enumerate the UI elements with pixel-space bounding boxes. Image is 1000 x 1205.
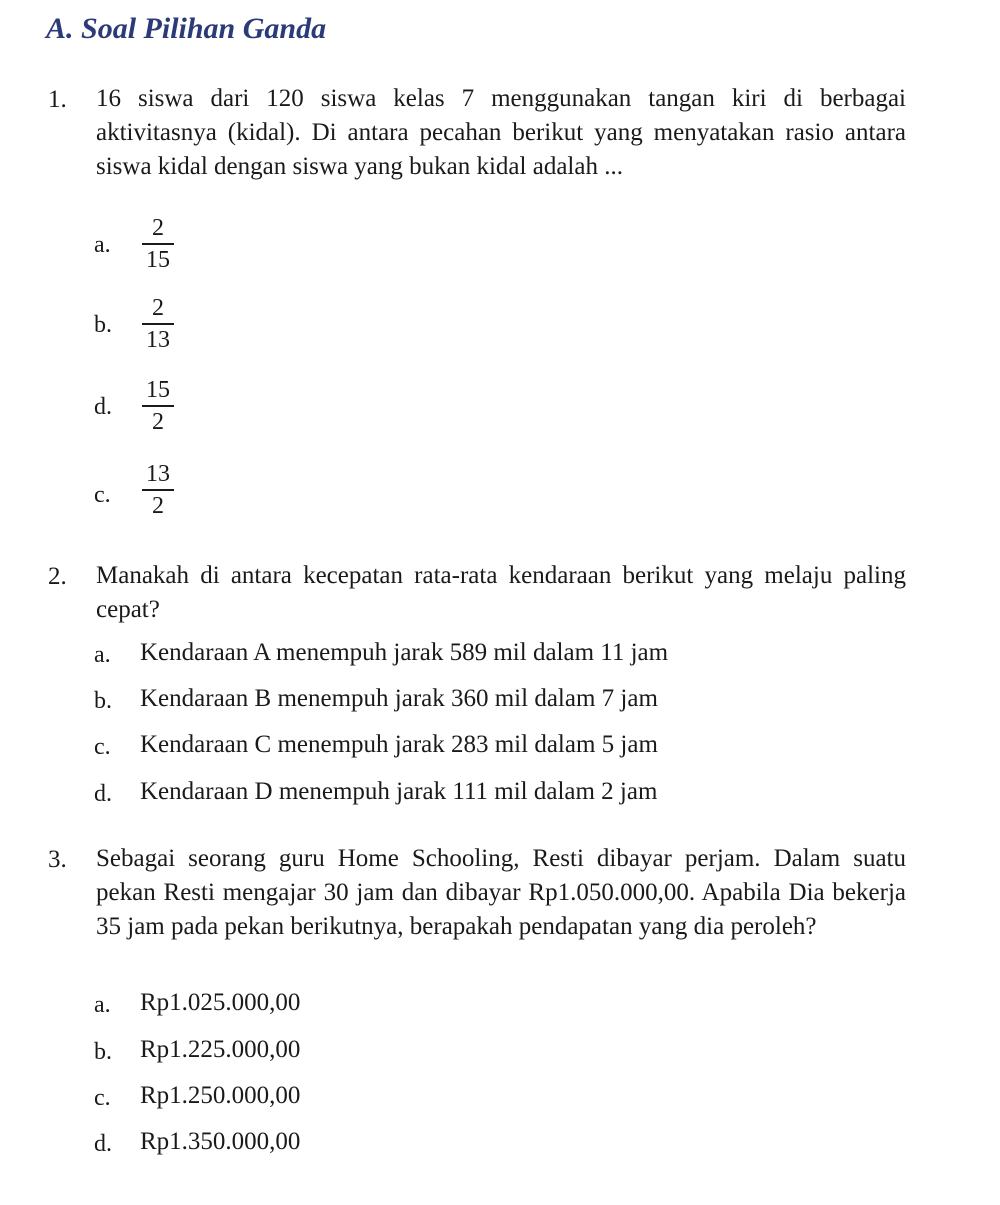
question-1-option-d-letter: d. xyxy=(94,394,112,420)
fraction-denominator: 2 xyxy=(152,409,164,435)
question-1-option-b-letter: b. xyxy=(94,312,112,338)
question-3-number: 3. xyxy=(48,846,67,873)
fraction-denominator: 2 xyxy=(152,493,164,519)
question-3-option-a-letter: a. xyxy=(94,992,111,1018)
fraction-numerator: 15 xyxy=(142,376,174,407)
question-2-option-d-letter: d. xyxy=(94,781,112,807)
fraction-numerator: 2 xyxy=(142,294,174,325)
question-1-option-c-letter: c. xyxy=(94,482,111,508)
question-3-option-b-text[interactable]: Rp1.225.000,00 xyxy=(140,1036,301,1063)
question-3-option-d-text[interactable]: Rp1.350.000,00 xyxy=(140,1128,301,1155)
question-3-option-c-letter: c. xyxy=(94,1085,111,1111)
question-1-option-c-fraction[interactable] xyxy=(142,460,174,520)
fraction-numerator: 13 xyxy=(142,460,174,491)
question-3-option-a-text[interactable]: Rp1.025.000,00 xyxy=(140,989,301,1016)
fraction-numerator: 2 xyxy=(142,214,174,245)
question-3-option-c-text[interactable]: Rp1.250.000,00 xyxy=(140,1082,301,1109)
question-2-number: 2. xyxy=(48,563,67,590)
section-title: A. Soal Pilihan Ganda xyxy=(46,12,327,45)
question-2-option-c-text[interactable]: Kendaraan C menempuh jarak 283 mil dalam 5 jam xyxy=(140,731,658,758)
question-2-option-b-letter: b. xyxy=(94,688,112,714)
question-1-option-b-fraction[interactable] xyxy=(142,294,174,354)
question-3-option-b-letter: b. xyxy=(94,1039,112,1065)
question-3-text: Sebagai seorang guru Home Schooling, Resti dibayar perjam. Dalam suatu pekan Resti mengajar 30 jam dan dibayar Rp1.050.000,00. Apabila Dia bekerja 35 jam pada pekan berikutnya, berapakah pendapatan yang dia peroleh? xyxy=(96,845,906,940)
question-1-number: 1. xyxy=(48,86,67,113)
fraction-denominator: 13 xyxy=(146,327,170,353)
question-2-text: Manakah di antara kecepatan rata-rata kendaraan berikut yang melaju paling cepat? xyxy=(96,562,906,623)
question-1-option-d-fraction[interactable] xyxy=(142,376,174,436)
question-1-option-a-fraction[interactable] xyxy=(142,214,174,274)
question-3-option-d-letter: d. xyxy=(94,1131,112,1157)
question-2-option-a-letter: a. xyxy=(94,642,111,668)
question-2-option-d-text[interactable]: Kendaraan D menempuh jarak 111 mil dalam 2 jam xyxy=(140,778,658,805)
question-2-option-c-letter: c. xyxy=(94,734,111,760)
question-1-option-a-letter: a. xyxy=(94,232,111,258)
question-2-option-b-text[interactable]: Kendaraan B menempuh jarak 360 mil dalam 7 jam xyxy=(140,685,658,712)
question-1-text: 16 siswa dari 120 siswa kelas 7 menggunakan tangan kiri di berbagai aktivitasnya (kidal). Di antara pecahan berikut yang menyatakan rasio antara siswa kidal dengan siswa yang bukan kidal adalah ... xyxy=(96,85,906,180)
fraction-denominator: 15 xyxy=(146,247,170,273)
question-2-option-a-text[interactable]: Kendaraan A menempuh jarak 589 mil dalam 11 jam xyxy=(140,639,669,666)
